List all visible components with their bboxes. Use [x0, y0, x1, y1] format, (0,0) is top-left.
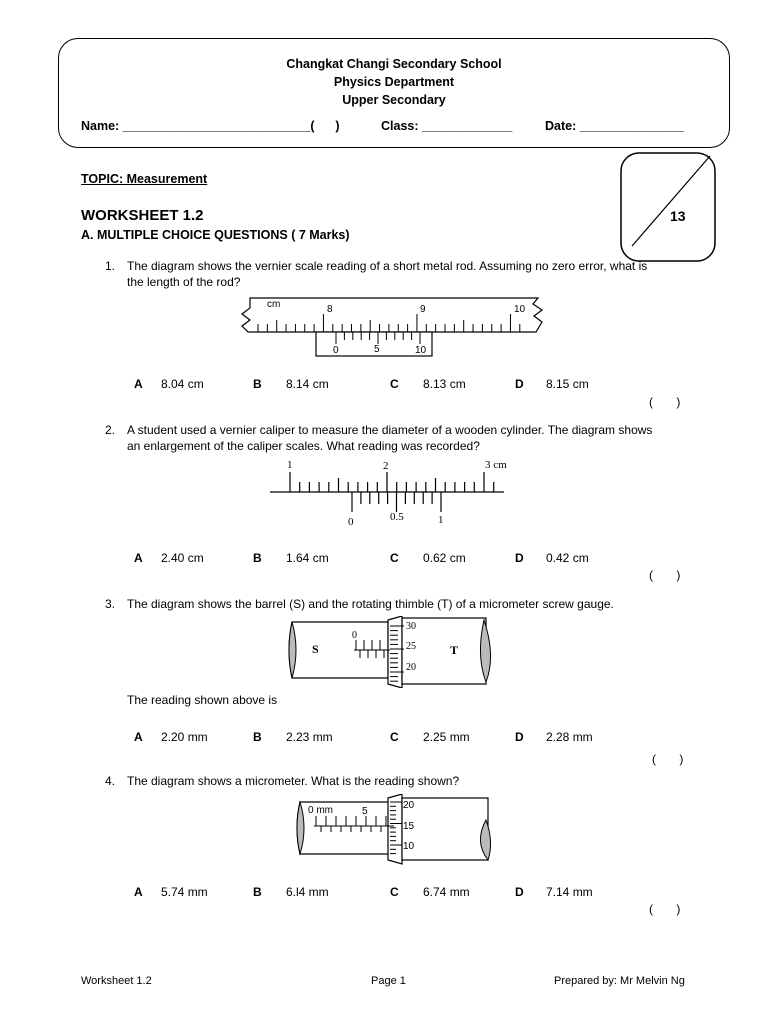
q3-option-a[interactable]: 2.20 mm [161, 730, 208, 744]
footer-worksheet: Worksheet 1.2 [81, 975, 152, 987]
thimble [402, 798, 488, 860]
school-name: Changkat Changi Secondary School [286, 57, 502, 71]
label-s: S [312, 642, 319, 656]
q1-option-d-letter: D [515, 377, 524, 391]
date-field[interactable]: Date: _______________ [545, 119, 685, 133]
question-4-text-line1: The diagram shows a micrometer. What is the reading shown? [127, 774, 460, 788]
unit-label: cm [267, 299, 281, 310]
vernier-label-1: 1 [438, 514, 444, 526]
q1-option-d[interactable]: 8.15 cm [546, 377, 589, 391]
q1-option-a-letter: A [134, 377, 143, 391]
level-name: Upper Secondary [342, 93, 446, 107]
q1-answer-space[interactable]: ( ) [649, 395, 681, 409]
barrel-5: 5 [362, 806, 368, 817]
vernier-diagram-q2 [266, 456, 516, 528]
q3-answer-space[interactable]: ( ) [652, 752, 684, 766]
main-scale-ticks [290, 472, 494, 492]
q4-option-c-letter: C [390, 885, 399, 899]
main-label-1: 1 [287, 459, 293, 471]
q2-option-d[interactable]: 0.42 cm [546, 551, 589, 565]
question-2-text-line1: A student used a vernier caliper to measure the diameter of a wooden cylinder. The diagram shows [127, 423, 653, 437]
q3-option-b-letter: B [253, 730, 262, 744]
q3-option-b[interactable]: 2.23 mm [286, 730, 333, 744]
vernier-label-10: 10 [415, 345, 427, 356]
q1-option-b[interactable]: 8.14 cm [286, 377, 329, 391]
main-label-2: 2 [383, 460, 389, 472]
question-3-text-line1: The diagram shows the barrel (S) and the rotating thimble (T) of a micrometer screw gauge. [127, 597, 614, 611]
q4-option-c[interactable]: 6.74 mm [423, 885, 470, 899]
question-2-text-line2: an enlargement of the caliper scales. What reading was recorded? [127, 439, 480, 453]
question-3-number: 3. [105, 597, 116, 611]
q2-option-c[interactable]: 0.62 cm [423, 551, 466, 565]
q4-option-b-letter: B [253, 885, 262, 899]
q3-option-a-letter: A [134, 730, 143, 744]
main-label-10: 10 [514, 304, 526, 315]
vernier-label-0: 0 [348, 516, 354, 528]
q4-option-d[interactable]: 7.14 mm [546, 885, 593, 899]
footer-page: Page 1 [371, 975, 406, 987]
q2-option-b[interactable]: 1.64 cm [286, 551, 329, 565]
main-label-9: 9 [420, 304, 426, 315]
label-t: T [450, 643, 459, 657]
score-box [620, 152, 716, 262]
name-field[interactable]: Name: ___________________________( ) [81, 119, 340, 133]
q2-option-a-letter: A [134, 551, 143, 565]
question-1-text-line1: The diagram shows the vernier scale reading of a short metal rod. Assuming no zero error, what is [127, 259, 648, 273]
question-1-number: 1. [105, 259, 116, 273]
thimble-10: 10 [403, 841, 415, 852]
class-field[interactable]: Class: _____________ [381, 119, 513, 133]
q3-option-c-letter: C [390, 730, 399, 744]
score-value: 13 [670, 208, 686, 224]
q4-option-b[interactable]: 6.l4 mm [286, 885, 329, 899]
q4-option-d-letter: D [515, 885, 524, 899]
question-1-text-line2: the length of the rod? [127, 275, 241, 289]
worksheet-title: WORKSHEET 1.2 [81, 207, 204, 224]
q4-option-a[interactable]: 5.74 mm [161, 885, 208, 899]
department-name: Physics Department [333, 75, 455, 89]
vernier-label-5: 5 [374, 344, 380, 355]
thimble-30: 30 [406, 621, 416, 632]
q1-option-b-letter: B [253, 377, 262, 391]
vernier-scale-ticks [352, 492, 441, 512]
q3-option-c[interactable]: 2.25 mm [423, 730, 470, 744]
question-4-number: 4. [105, 774, 116, 788]
header-box [58, 38, 730, 148]
barrel-zero: 0 [352, 630, 357, 641]
q2-option-d-letter: D [515, 551, 524, 565]
vernier-label-0: 0 [333, 345, 339, 356]
section-title: A. MULTIPLE CHOICE QUESTIONS ( 7 Marks) [81, 228, 350, 242]
thimble-bevel [388, 616, 402, 688]
vernier-diagram-q1 [238, 294, 548, 360]
micrometer-diagram-q4 [290, 794, 496, 866]
q1-option-c[interactable]: 8.13 cm [423, 377, 466, 391]
thimble-15: 15 [403, 821, 415, 832]
vernier-label-0-5: 0.5 [390, 511, 404, 523]
barrel-0mm: 0 mm [308, 805, 333, 816]
q1-option-a[interactable]: 8.04 cm [161, 377, 204, 391]
topic-heading: TOPIC: Measurement [81, 172, 208, 186]
thimble-20: 20 [406, 662, 416, 673]
q4-answer-space[interactable]: ( ) [649, 902, 681, 916]
thimble-20: 20 [403, 800, 415, 811]
q2-option-c-letter: C [390, 551, 399, 565]
q3-option-d-letter: D [515, 730, 524, 744]
q1-option-c-letter: C [390, 377, 399, 391]
main-scale-ticks [258, 314, 520, 332]
rod-outline [242, 298, 542, 332]
question-3-subtext: The reading shown above is [127, 693, 278, 707]
q3-option-d[interactable]: 2.28 mm [546, 730, 593, 744]
thimble-25: 25 [406, 641, 416, 652]
question-2-number: 2. [105, 423, 116, 437]
micrometer-diagram-q3 [284, 616, 496, 688]
main-label-8: 8 [327, 304, 333, 315]
q4-option-a-letter: A [134, 885, 143, 899]
q2-option-b-letter: B [253, 551, 262, 565]
footer-author: Prepared by: Mr Melvin Ng [554, 975, 685, 987]
main-label-3cm: 3 cm [485, 459, 507, 471]
score-box-graphic [620, 152, 716, 262]
q2-option-a[interactable]: 2.40 cm [161, 551, 204, 565]
q2-answer-space[interactable]: ( ) [649, 568, 681, 582]
